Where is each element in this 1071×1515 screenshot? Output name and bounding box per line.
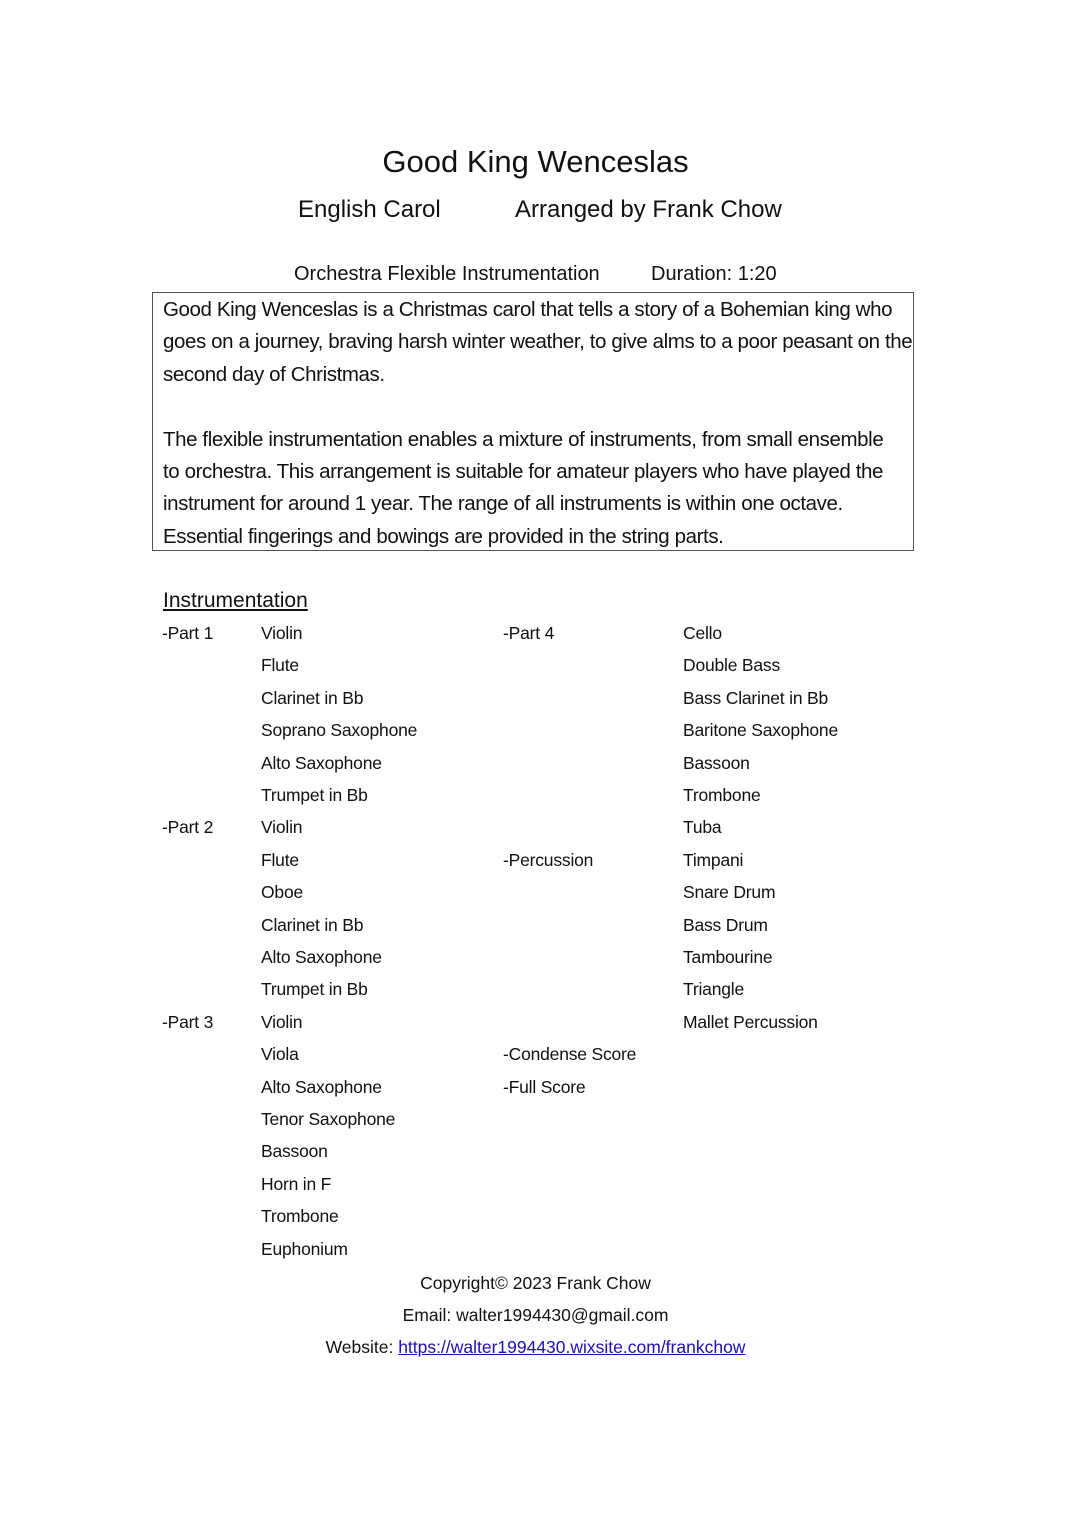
document-title: Good King Wenceslas bbox=[382, 144, 689, 179]
instrument-item: Clarinet in Bb bbox=[261, 914, 364, 935]
instrument-item: Oboe bbox=[261, 882, 304, 903]
description-line: to orchestra. This arrangement is suitable for amateur players who have played the bbox=[163, 460, 884, 483]
copyright: Copyright© 2023 Frank Chow bbox=[420, 1273, 651, 1293]
instrument-item: Violin bbox=[261, 623, 303, 643]
instrument-item: Alto Saxophone bbox=[261, 752, 382, 773]
instrument-item: Mallet Percussion bbox=[683, 1011, 818, 1032]
part-label: -Part 1 bbox=[162, 623, 214, 643]
instrument-item: Euphonium bbox=[261, 1238, 348, 1259]
instrument-item: Clarinet in Bb bbox=[261, 687, 364, 708]
instrument-item: Violin bbox=[261, 1011, 303, 1032]
instrument-item: Cello bbox=[683, 623, 722, 643]
website-label: Website: bbox=[325, 1337, 399, 1357]
instrument-item: Flute bbox=[261, 849, 299, 870]
instrument-item: Triangle bbox=[683, 979, 744, 1000]
instrument-item: Tuba bbox=[683, 817, 722, 838]
subtitle-origin: English Carol bbox=[298, 196, 441, 223]
part-label: -Condense Score bbox=[503, 1044, 637, 1065]
subtitle-arranger: Arranged by Frank Chow bbox=[515, 196, 782, 223]
part-label: -Percussion bbox=[503, 849, 594, 870]
description-line: goes on a journey, braving harsh winter weather, to give alms to a poor peasant on the bbox=[163, 330, 913, 354]
instrument-item: Viola bbox=[261, 1044, 299, 1065]
instrument-item: Trumpet in Bb bbox=[261, 785, 368, 805]
instrument-item: Bassoon bbox=[261, 1141, 328, 1162]
instrument-item: Tambourine bbox=[683, 947, 773, 967]
part-label: -Part 2 bbox=[162, 817, 214, 838]
description-line: The flexible instrumentation enables a mixture of instruments, from small ensemble bbox=[163, 427, 884, 451]
instrument-item: Violin bbox=[261, 817, 303, 838]
website-link[interactable]: https://walter1994430.wixsite.com/frankchow bbox=[398, 1337, 746, 1357]
instrument-item: Flute bbox=[261, 655, 299, 676]
instrument-item: Trombone bbox=[683, 785, 761, 805]
instrument-item: Soprano Saxophone bbox=[261, 720, 418, 741]
instrument-item: Double Bass bbox=[683, 655, 781, 676]
description-line: instrument for around 1 year. The range of all instruments is within one octave. bbox=[163, 492, 843, 516]
description-line: Good King Wenceslas is a Christmas carol that tells a story of a Bohemian king who bbox=[163, 298, 893, 321]
instrument-item: Tenor Saxophone bbox=[261, 1109, 396, 1129]
ensemble-type: Orchestra Flexible Instrumentation bbox=[294, 263, 600, 285]
duration: Duration: 1:20 bbox=[651, 263, 777, 285]
instrument-item: Baritone Saxophone bbox=[683, 720, 838, 741]
description-box bbox=[152, 292, 914, 551]
instrument-item: Bass Drum bbox=[683, 914, 768, 935]
instrumentation-heading: Instrumentation bbox=[163, 589, 308, 612]
description-line: Essential fingerings and bowings are provided in the string parts. bbox=[163, 524, 724, 548]
email: Email: walter1994430@gmail.com bbox=[402, 1305, 669, 1325]
instrument-item: Alto Saxophone bbox=[261, 1076, 382, 1097]
website bbox=[0, 1337, 1071, 1358]
instrument-item: Timpani bbox=[683, 849, 744, 870]
instrument-item: Bass Clarinet in Bb bbox=[683, 687, 829, 708]
description-line: second day of Christmas. bbox=[163, 362, 385, 386]
instrument-item: Snare Drum bbox=[683, 882, 776, 903]
instrument-item: Bassoon bbox=[683, 752, 750, 773]
part-label: -Full Score bbox=[503, 1076, 586, 1097]
instrument-item: Horn in F bbox=[261, 1173, 332, 1194]
instrument-item: Trumpet in Bb bbox=[261, 979, 368, 1000]
instrument-item: Alto Saxophone bbox=[261, 947, 382, 967]
part-label: -Part 3 bbox=[162, 1011, 214, 1032]
instrument-item: Trombone bbox=[261, 1206, 339, 1227]
part-label: -Part 4 bbox=[503, 623, 555, 643]
